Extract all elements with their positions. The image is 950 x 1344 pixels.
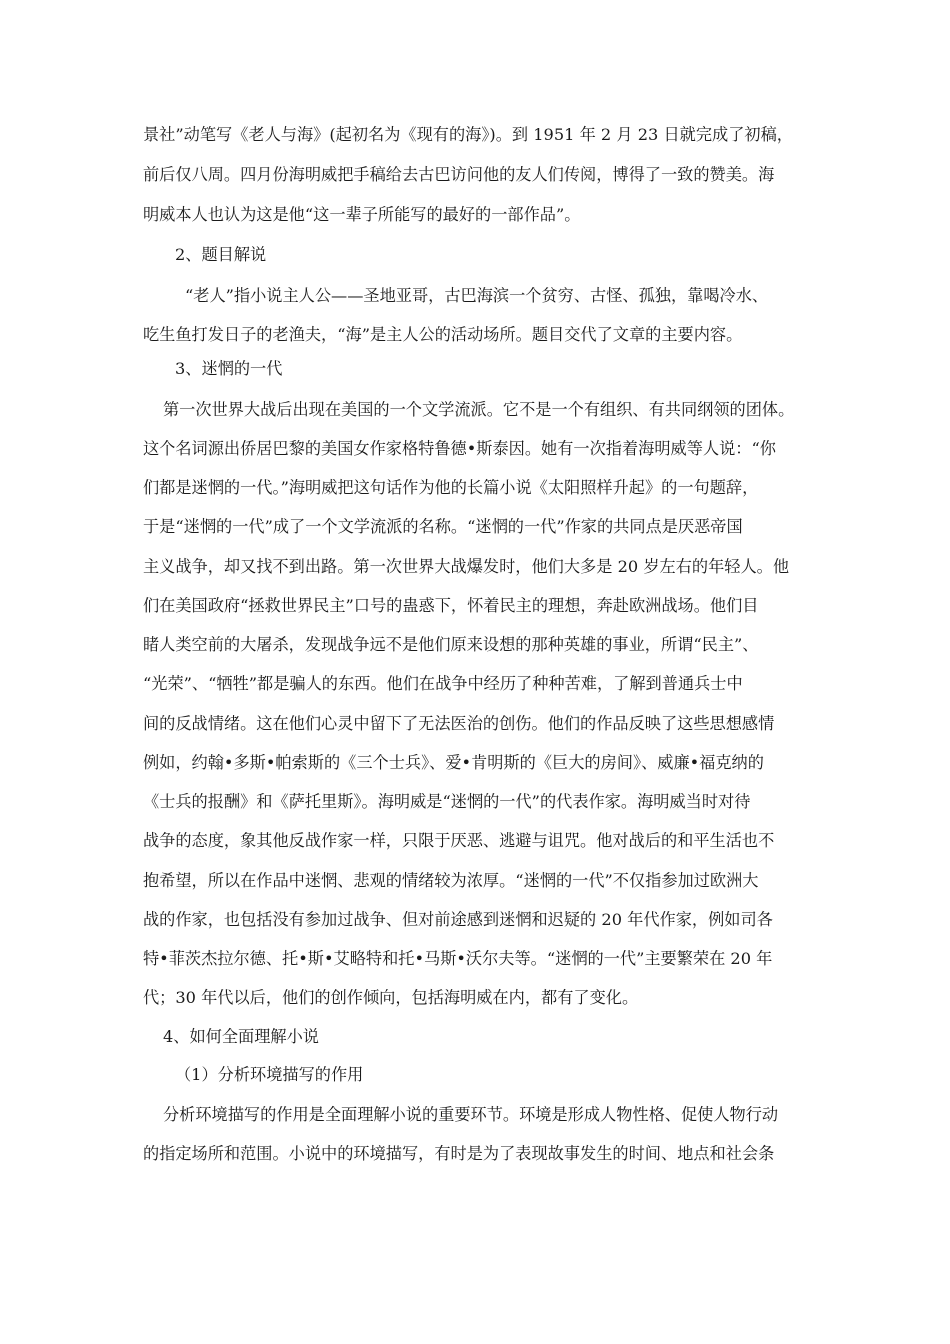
paragraph-line: “光荣”、“牺牲”都是骗人的东西。他们在战争中经历了种种苦难，了解到普通兵士中 bbox=[143, 674, 743, 693]
paragraph-line: 分析环境描写的作用是全面理解小说的重要环节。环境是形成人物性格、促使人物行动 bbox=[163, 1105, 779, 1124]
paragraph-line: 的指定场所和范围。小说中的环境描写，有时是为了表现故事发生的时间、地点和社会条 bbox=[143, 1144, 775, 1163]
paragraph-line: 战的作家，也包括没有参加过战争、但对前途感到迷惘和迟疑的 20 年代作家，例如司各 bbox=[143, 910, 773, 929]
subsection-heading: （1）分析环境描写的作用 bbox=[175, 1065, 364, 1084]
paragraph-line: 前后仅八周。四月份海明威把手稿给去古巴访问他的友人们传阅，博得了一致的赞美。海 bbox=[143, 165, 775, 184]
section-heading: 2、题目解说 bbox=[175, 245, 267, 264]
paragraph-line: 这个名词源出侨居巴黎的美国女作家格特鲁德•斯泰因。她有一次指着海明威等人说：“你 bbox=[143, 439, 776, 458]
paragraph-line: 们在美国政府“拯救世界民主”口号的蛊惑下，怀着民主的理想，奔赴欧洲战场。他们目 bbox=[143, 596, 759, 615]
paragraph-line: “老人”指小说主人公——圣地亚哥，古巴海滨一个贫穷、古怪、孤独，靠喝冷水、 bbox=[185, 286, 769, 305]
paragraph-line: 睹人类空前的大屠杀，发现战争远不是他们原来设想的那种英雄的事业，所谓“民主”、 bbox=[143, 635, 759, 654]
section-heading: 3、迷惘的一代 bbox=[175, 359, 283, 378]
paragraph-line: 们都是迷惘的一代。”海明威把这句话作为他的长篇小说《太阳照样升起》的一句题辞， bbox=[143, 478, 759, 497]
section-heading: 4、如何全面理解小说 bbox=[163, 1027, 319, 1046]
paragraph-line: 主义战争，却又找不到出路。第一次世界大战爆发时，他们大多是 20 岁左右的年轻人。他 bbox=[143, 557, 790, 576]
paragraph-line: 特•菲茨杰拉尔德、托•斯•艾略特和托•马斯•沃尔夫等。“迷惘的一代”主要繁荣在 20 年 bbox=[143, 949, 773, 968]
paragraph-line: 吃生鱼打发日子的老渔夫，“海”是主人公的活动场所。题目交代了文章的主要内容。 bbox=[143, 325, 743, 344]
paragraph-line: 例如，约翰•多斯•帕索斯的《三个士兵》、爱•肯明斯的《巨大的房间》、威廉•福克纳的 bbox=[143, 753, 764, 772]
paragraph-line: 代；30 年代以后，他们的创作倾向，包括海明威在内，都有了变化。 bbox=[143, 988, 639, 1007]
paragraph-line: 第一次世界大战后出现在美国的一个文学流派。它不是一个有组织、有共同纲领的团体。 bbox=[163, 400, 795, 419]
paragraph-line: 战争的态度，象其他反战作家一样，只限于厌恶、逃避与诅咒。他对战后的和平生活也不 bbox=[143, 831, 775, 850]
paragraph-line: 明威本人也认为这是他“这一辈子所能写的最好的一部作品”。 bbox=[143, 205, 581, 224]
paragraph-line: 于是“迷惘的一代”成了一个文学流派的名称。“迷惘的一代”作家的共同点是厌恶帝国 bbox=[143, 517, 743, 536]
paragraph-line: 抱希望，所以在作品中迷惘、悲观的情绪较为浓厚。“迷惘的一代”不仅指参加过欧洲大 bbox=[143, 871, 759, 890]
paragraph-line: 间的反战情绪。这在他们心灵中留下了无法医治的创伤。他们的作品反映了这些思想感情 bbox=[143, 714, 775, 733]
paragraph-line: 《士兵的报酬》和《萨托里斯》。海明威是“迷惘的一代”的代表作家。海明威当时对待 bbox=[143, 792, 751, 811]
paragraph-line: 景社”动笔写《老人与海》(起初名为《现有的海》)。到 1951 年 2 月 23 日就完成了初稿， bbox=[143, 125, 793, 144]
